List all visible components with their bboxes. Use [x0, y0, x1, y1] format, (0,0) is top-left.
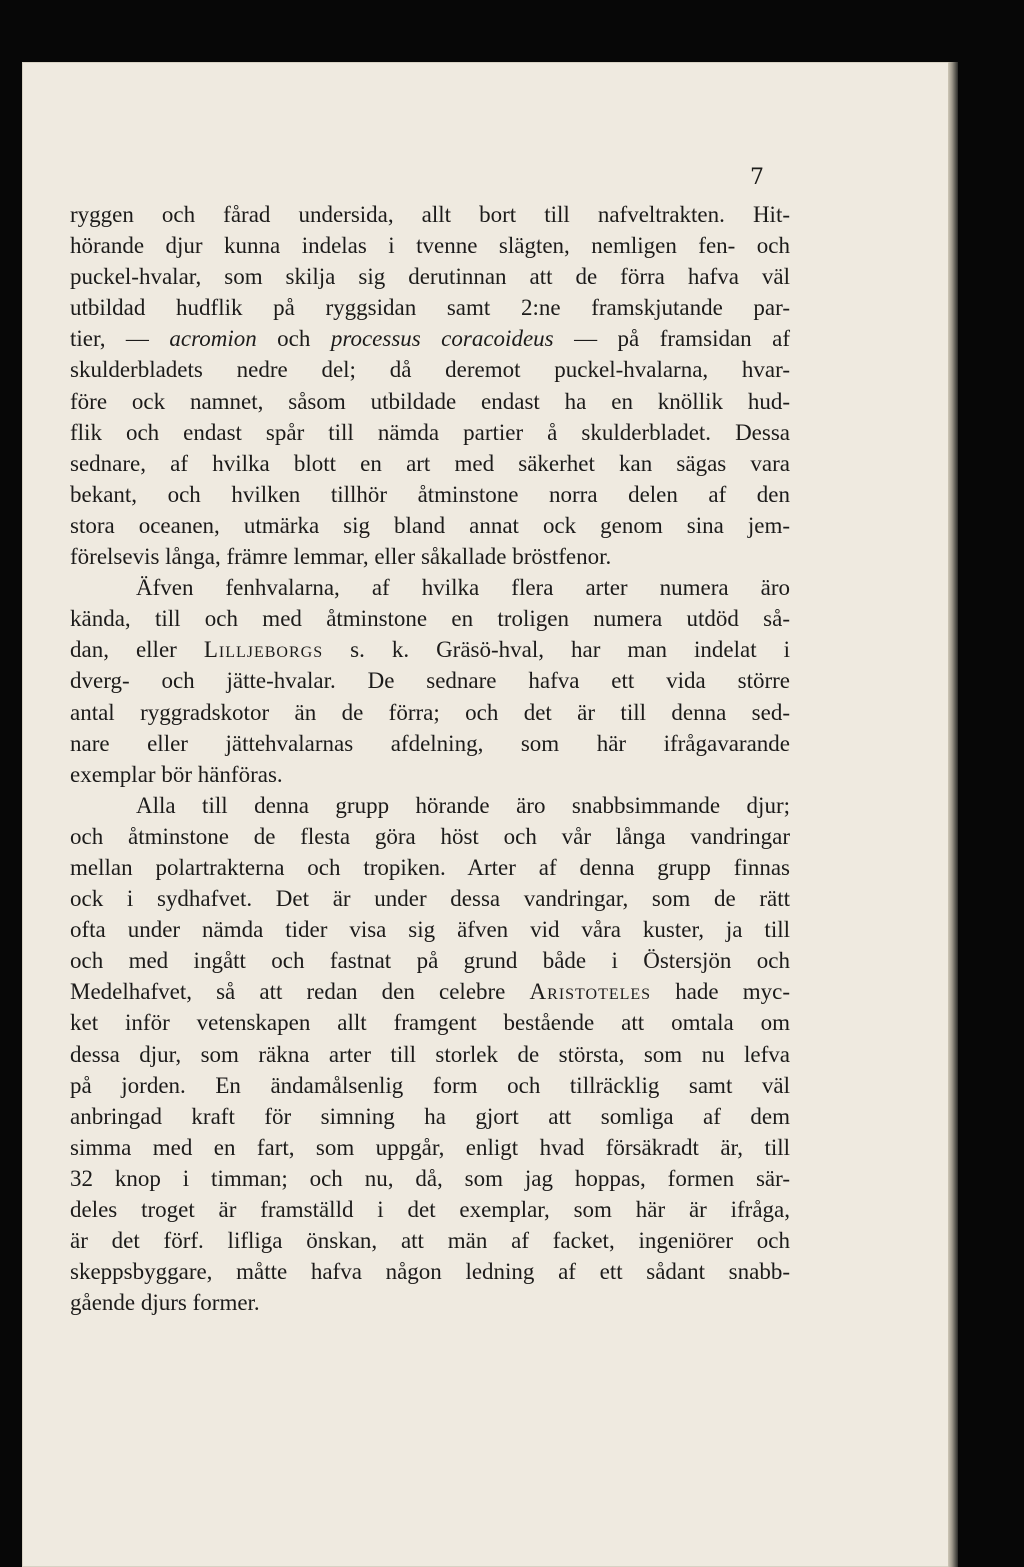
text-line: puckel-hvalar, som skilja sig derutinnan att de förra hafva väl	[70, 264, 790, 290]
body-text	[70, 199, 790, 1318]
text-line: och med ingått och fastnat på grund både i Östersjön och	[70, 948, 790, 974]
text-span: — på framsidan af	[553, 326, 790, 352]
text-span: dan, eller	[70, 637, 204, 663]
text-line: ock i sydhafvet. Det är under dessa vandringar, som de rätt	[70, 886, 790, 912]
text-span: Medelhafvet, så att redan den celebre	[70, 979, 530, 1005]
page-number: 7	[750, 165, 764, 190]
text-line: anbringad kraft för simning ha gjort att somliga af dem	[70, 1103, 790, 1129]
page-edge-shadow	[948, 62, 958, 1567]
text-line: på jorden. En ändamålsenlig form och tillräcklig samt väl	[70, 1072, 790, 1098]
text-line: dessa djur, som räkna arter till storlek de största, som nu lefva	[70, 1041, 790, 1067]
text-line: ryggen och fårad undersida, allt bort till nafveltrakten. Hit-	[70, 202, 790, 227]
text-line: nare eller jättehvalarnas afdelning, som här ifrågavarande	[70, 730, 790, 756]
text-line: Äfven fenhvalarna, af hvilka flera arter numera äro	[136, 575, 790, 601]
text-line	[70, 976, 790, 1007]
text-line: exemplar bör hänföras.	[70, 761, 283, 787]
text-line: utbildad hudflik på ryggsidan samt 2:ne framskjutande par-	[70, 295, 790, 321]
text-line: mellan polartrakterna och tropiken. Arter af denna grupp finnas	[70, 854, 790, 880]
text-line: dverg- och jätte-hvalar. De sednare hafva ett vida större	[70, 668, 790, 694]
text-line: antal ryggradskotor än de förra; och det är till denna sed-	[70, 699, 790, 725]
text-line: kända, till och med åtminstone en troligen numera utdöd så-	[70, 606, 790, 632]
text-line: stora oceanen, utmärka sig bland annat ock genom sina jem-	[70, 512, 790, 538]
text-line: simma med en fart, som uppgår, enligt hvad försäkradt är, till	[70, 1134, 790, 1160]
text-line	[70, 323, 790, 354]
italic-term: acromion	[169, 326, 257, 352]
text-line: hörande djur kunna indelas i tvenne slägten, nemligen fen- och	[70, 233, 790, 259]
text-line: före ock namnet, såsom utbildade endast ha en knöllik hud-	[70, 388, 790, 414]
text-line: ofta under nämda tider visa sig äfven vid våra kuster, ja till	[70, 917, 790, 943]
text-line: skeppsbyggare, måtte hafva någon ledning af ett sådant snabb-	[70, 1259, 790, 1285]
italic-term: processus coracoideus	[330, 326, 554, 352]
author-name: Aristoteles	[529, 979, 652, 1005]
text-line: Alla till denna grupp hörande äro snabbsimmande djur;	[136, 792, 790, 818]
text-line: ket inför vetenskapen allt framgent bestående att omtala om	[70, 1010, 790, 1036]
text-span: hade myc-	[651, 979, 790, 1005]
text-span: och	[256, 326, 331, 352]
text-line: 32 knop i timman; och nu, då, som jag hoppas, formen sär-	[70, 1165, 790, 1191]
text-line: och åtminstone de flesta göra höst och vår långa vandringar	[70, 823, 790, 849]
text-line: är det förf. lifliga önskan, att män af facket, ingeniörer och	[70, 1228, 790, 1254]
text-span: s. k. Gräsö-hval, har man indelat i	[323, 637, 790, 663]
text-line: gående djurs former.	[70, 1290, 260, 1316]
text-line: skulderbladets nedre del; då deremot puckel-hvalarna, hvar-	[70, 357, 790, 383]
text-line: sednare, af hvilka blott en art med säkerhet kan sägas vara	[70, 450, 790, 476]
text-line: flik och endast spår till nämda partier å skulderbladet. Dessa	[70, 419, 790, 445]
text-span: tier, —	[70, 326, 170, 352]
text-line	[70, 634, 790, 665]
text-line: förelsevis långa, främre lemmar, eller såkallade bröstfenor.	[70, 544, 612, 570]
author-name: Lilljeborgs	[203, 637, 324, 663]
text-line: bekant, och hvilken tillhör åtminstone norra delen af den	[70, 481, 790, 507]
text-line: deles troget är framställd i det exemplar, som här är ifråga,	[70, 1197, 790, 1222]
